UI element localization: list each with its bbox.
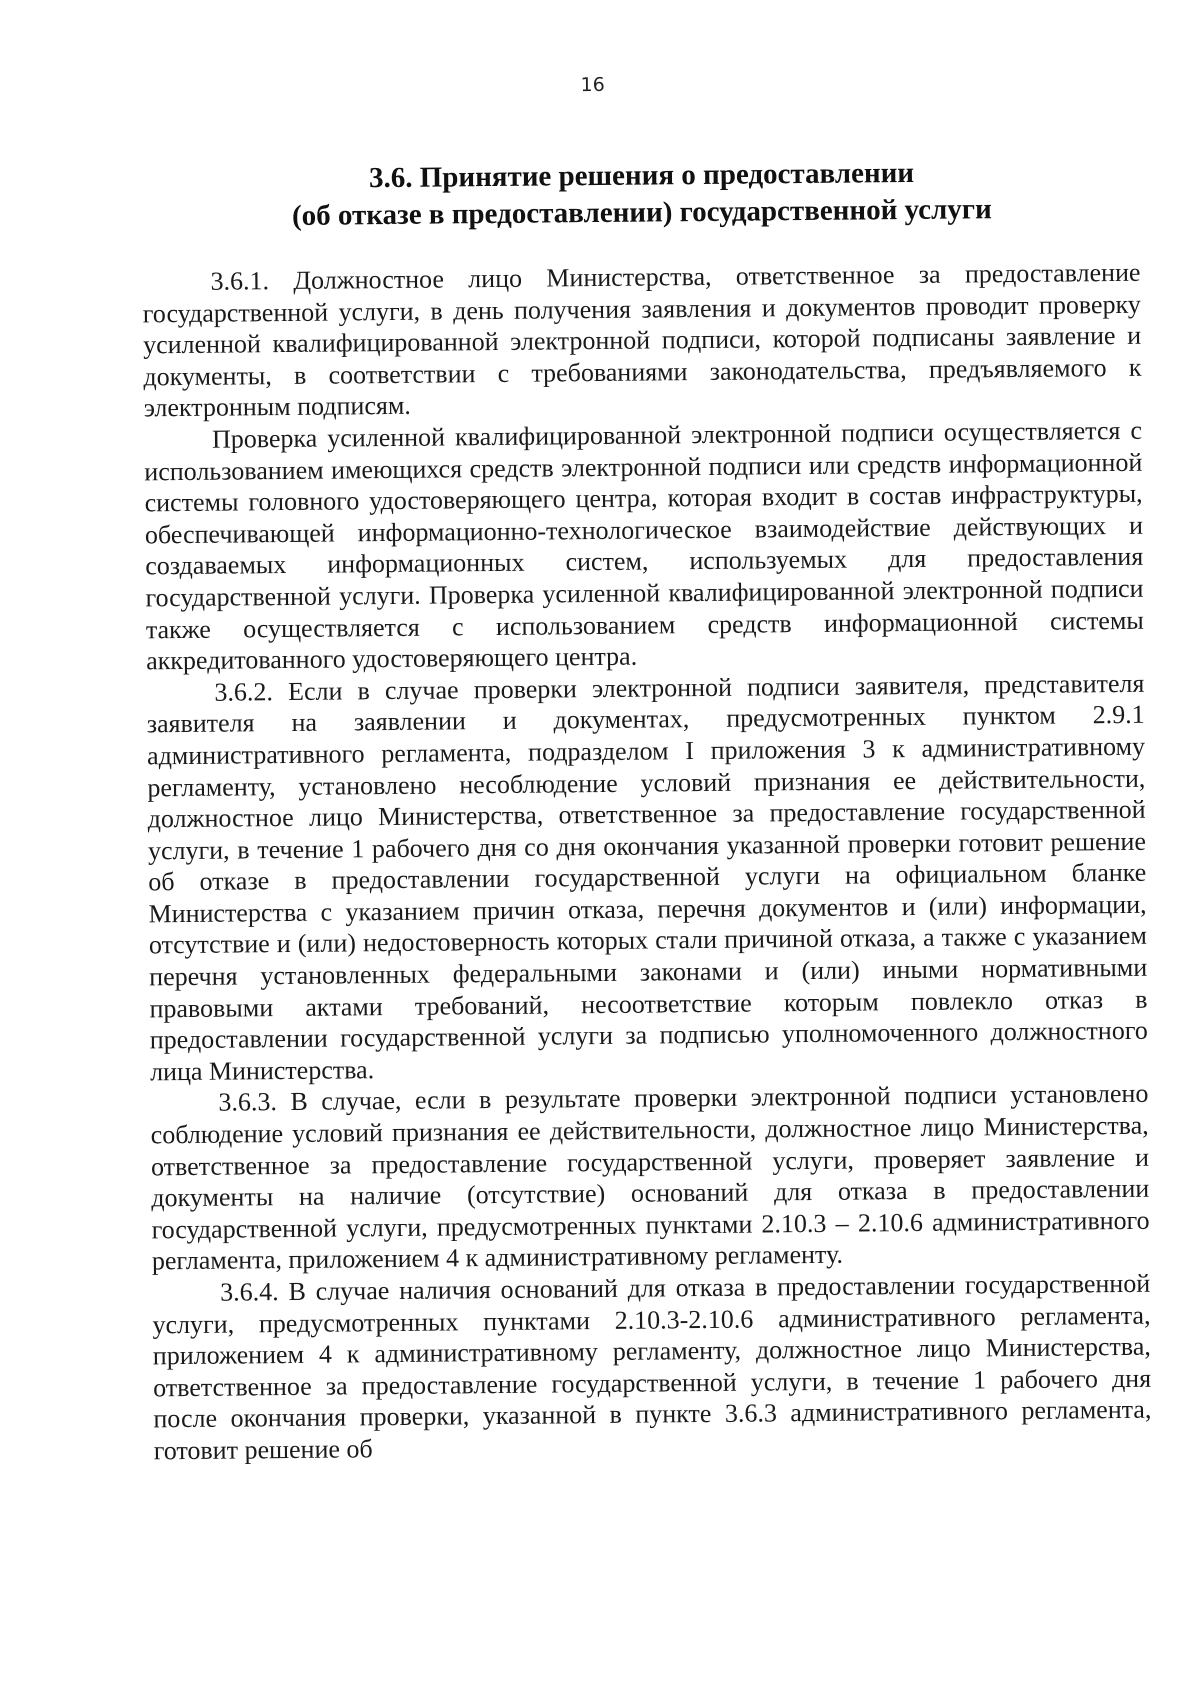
paragraph-3-6-1: 3.6.1. Должностное лицо Министерства, ответственное за предоставление государственной услуги, в день получения заявления и документов проводит проверку усиленной квалифицированной электронной подписи, которой подписаны заявление и документы, в соответствии с требованиями законодательства, предъявляемого к электронным подписям.	[142, 257, 1142, 423]
section-title	[141, 153, 1142, 237]
paragraph-3-6-4: 3.6.4. В случае наличия оснований для отказа в предоставлении государственной услуги, предусмотренных пунктами 2.10.3-2.10.6 административного регламента, приложением 4 к административному регламенту, должностное лицо Министерства, ответственное за предоставление государственной услуги, в течение 1 рабочего дня после окончания проверки, указанной в пункте 3.6.3 административного регламента, готовит решение об	[152, 1268, 1152, 1466]
section-title-line-2: (об отказе в предоставлении) государственной услуги	[291, 193, 992, 232]
body-text	[142, 257, 1151, 1467]
paragraph-3-6-2: 3.6.2. Если в случае проверки электронной подписи заявителя, представителя заявителя на заявлении и документах, предусмотренных пунктом 2.9.1 административного регламента, подразделом I приложения 3 к административному регламенту, установлено несоблюдение условий признания ее действительности, должностное лицо Министерства, ответственное за предоставление государственной услуги, в течение 1 рабочего дня со дня окончания указанной проверки готовит решение об отказе в предоставлении государственной услуги на официальном бланке Министерства с указанием причин отказа, перечня документов и (или) информации, отсутствие и (или) недостоверность которых стали причиной отказа, а также с указанием перечня установленных федеральными законами и (или) иными нормативными правовыми актами требований, несоответствие которым повлекло отказ в предоставлении государственной услуги за подписью уполномоченного должностного лица Министерства.	[146, 668, 1148, 1087]
paragraph-signature-check: Проверка усиленной квалифицированной электронной подписи осуществляется с использованием имеющихся средств электронной подписи или средств информационной системы головного удостоверяющего центра, которая входит в состав инфраструктуры, обеспечивающей информационно-технологическое взаимодействие действующих и создаваемых информационных систем, используемых для предоставления государственной услуги. Проверка усиленной квалифицированной электронной подписи также осуществляется с использованием средств информационной системы аккредитованного удостоверяющего центра.	[144, 415, 1144, 676]
page-number: 16	[580, 73, 605, 97]
paragraph-3-6-3: 3.6.3. В случае, если в результате проверки электронной подписи установлено соблюдение условий признания ее действительности, должностное лицо Министерства, ответственное за предоставление государственной услуги, проверяет заявление и документы на наличие (отсутствие) оснований для отказа в предоставлении государственной услуги, предусмотренных пунктами 2.10.3 – 2.10.6 административного регламента, приложением 4 к административному регламенту.	[150, 1079, 1150, 1276]
section-title-line-1: 3.6. Принятие решения о предоставлении	[368, 156, 915, 195]
